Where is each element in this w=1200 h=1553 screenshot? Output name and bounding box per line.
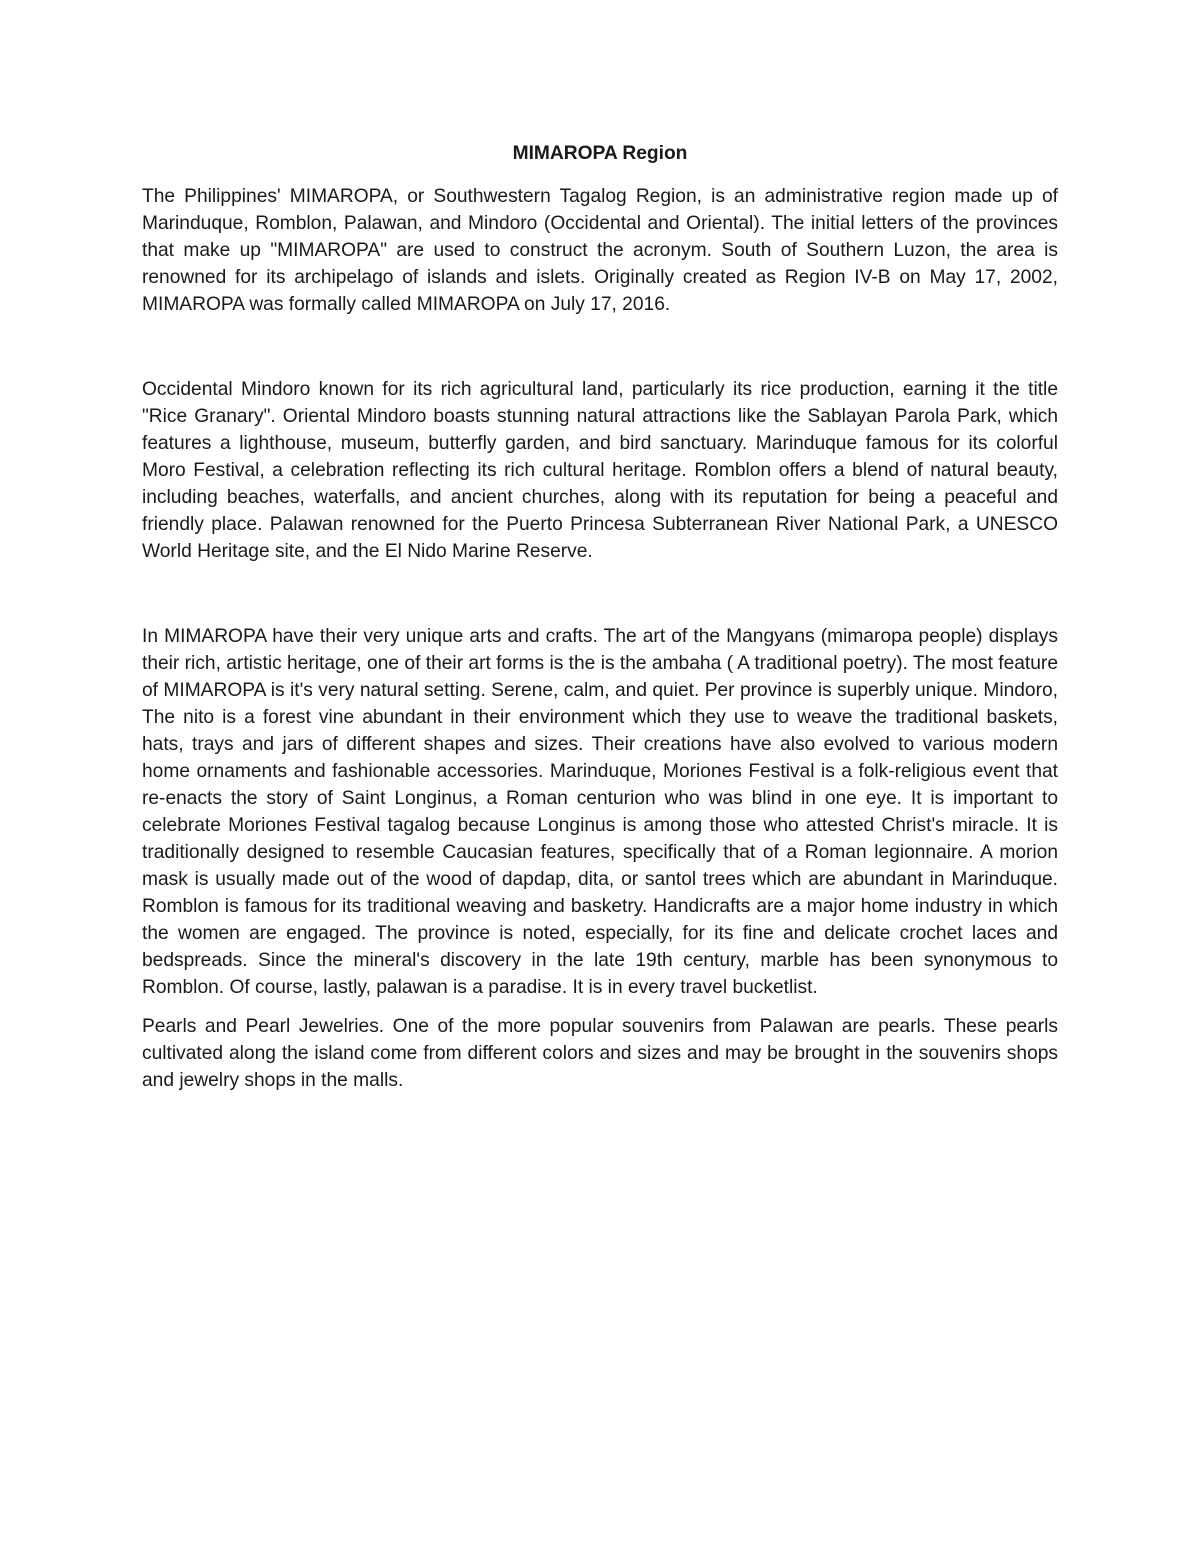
paragraph-overview: The Philippines' MIMAROPA, or Southwestern Tagalog Region, is an administrative region made up of Marinduque, Romblon, Palawan, and Mindoro (Occidental and Oriental). The initial letters of the provinces that make up "MIMAROPA" are used to construct the acronym. South of Southern Luzon, the area is renowned for its archipelago of islands and islets. Originally created as Region IV-B on May 17, 2002, MIMAROPA was formally called MIMAROPA on July 17, 2016. (142, 186, 1058, 315)
paragraph-pearls: Pearls and Pearl Jewelries. One of the more popular souvenirs from Palawan are pearls. These pearls cultivated along the island come from different colors and sizes and may be brought in the souvenirs shops and jewelry shops in the malls. (142, 1016, 1058, 1091)
paragraph-arts-crafts: In MIMAROPA have their very unique arts and crafts. The art of the Mangyans (mimaropa people) displays their rich, artistic heritage, one of their art forms is the is the ambaha ( A traditional poetry). The most feature of MIMAROPA is it's very natural setting. Serene, calm, and quiet. Per province is superbly unique. Mindoro, The nito is a forest vine abundant in their environment which they use to weave the traditional baskets, hats, trays and jars of different shapes and sizes. Their creations have also evolved to various modern home ornaments and fashionable accessories. Marinduque, Moriones Festival is a folk-religious event that re-enacts the story of Saint Longinus, a Roman centurion who was blind in one eye. It is important to celebrate Moriones Festival tagalog because Longinus is among those who attested Christ's miracle. It is traditionally designed to resemble Caucasian features, specifically that of a Roman legionnaire. A morion mask is usually made out of the wood of dapdap, dita, or santol trees which are abundant in Marinduque. Romblon is famous for its traditional weaving and basketry. Handicrafts are a major home industry in which the women are engaged. The province is noted, especially, for its fine and delicate crochet laces and bedspreads. Since the mineral's discovery in the late 19th century, marble has been synonymous to Romblon. Of course, lastly, palawan is a paradise. It is in every travel bucketlist. (142, 626, 1058, 998)
paragraph-provinces: Occidental Mindoro known for its rich agricultural land, particularly its rice production, earning it the title "Rice Granary". Oriental Mindoro boasts stunning natural attractions like the Sablayan Parola Park, which features a lighthouse, museum, butterfly garden, and bird sanctuary. Marinduque famous for its colorful Moro Festival, a celebration reflecting its rich cultural heritage. Romblon offers a blend of natural beauty, including beaches, waterfalls, and ancient churches, along with its reputation for being a peaceful and friendly place. Palawan renowned for the Puerto Princesa Subterranean River National Park, a UNESCO World Heritage site, and the El Nido Marine Reserve. (142, 379, 1058, 562)
document-title: MIMAROPA Region (512, 143, 688, 164)
document-body (142, 140, 1058, 1094)
